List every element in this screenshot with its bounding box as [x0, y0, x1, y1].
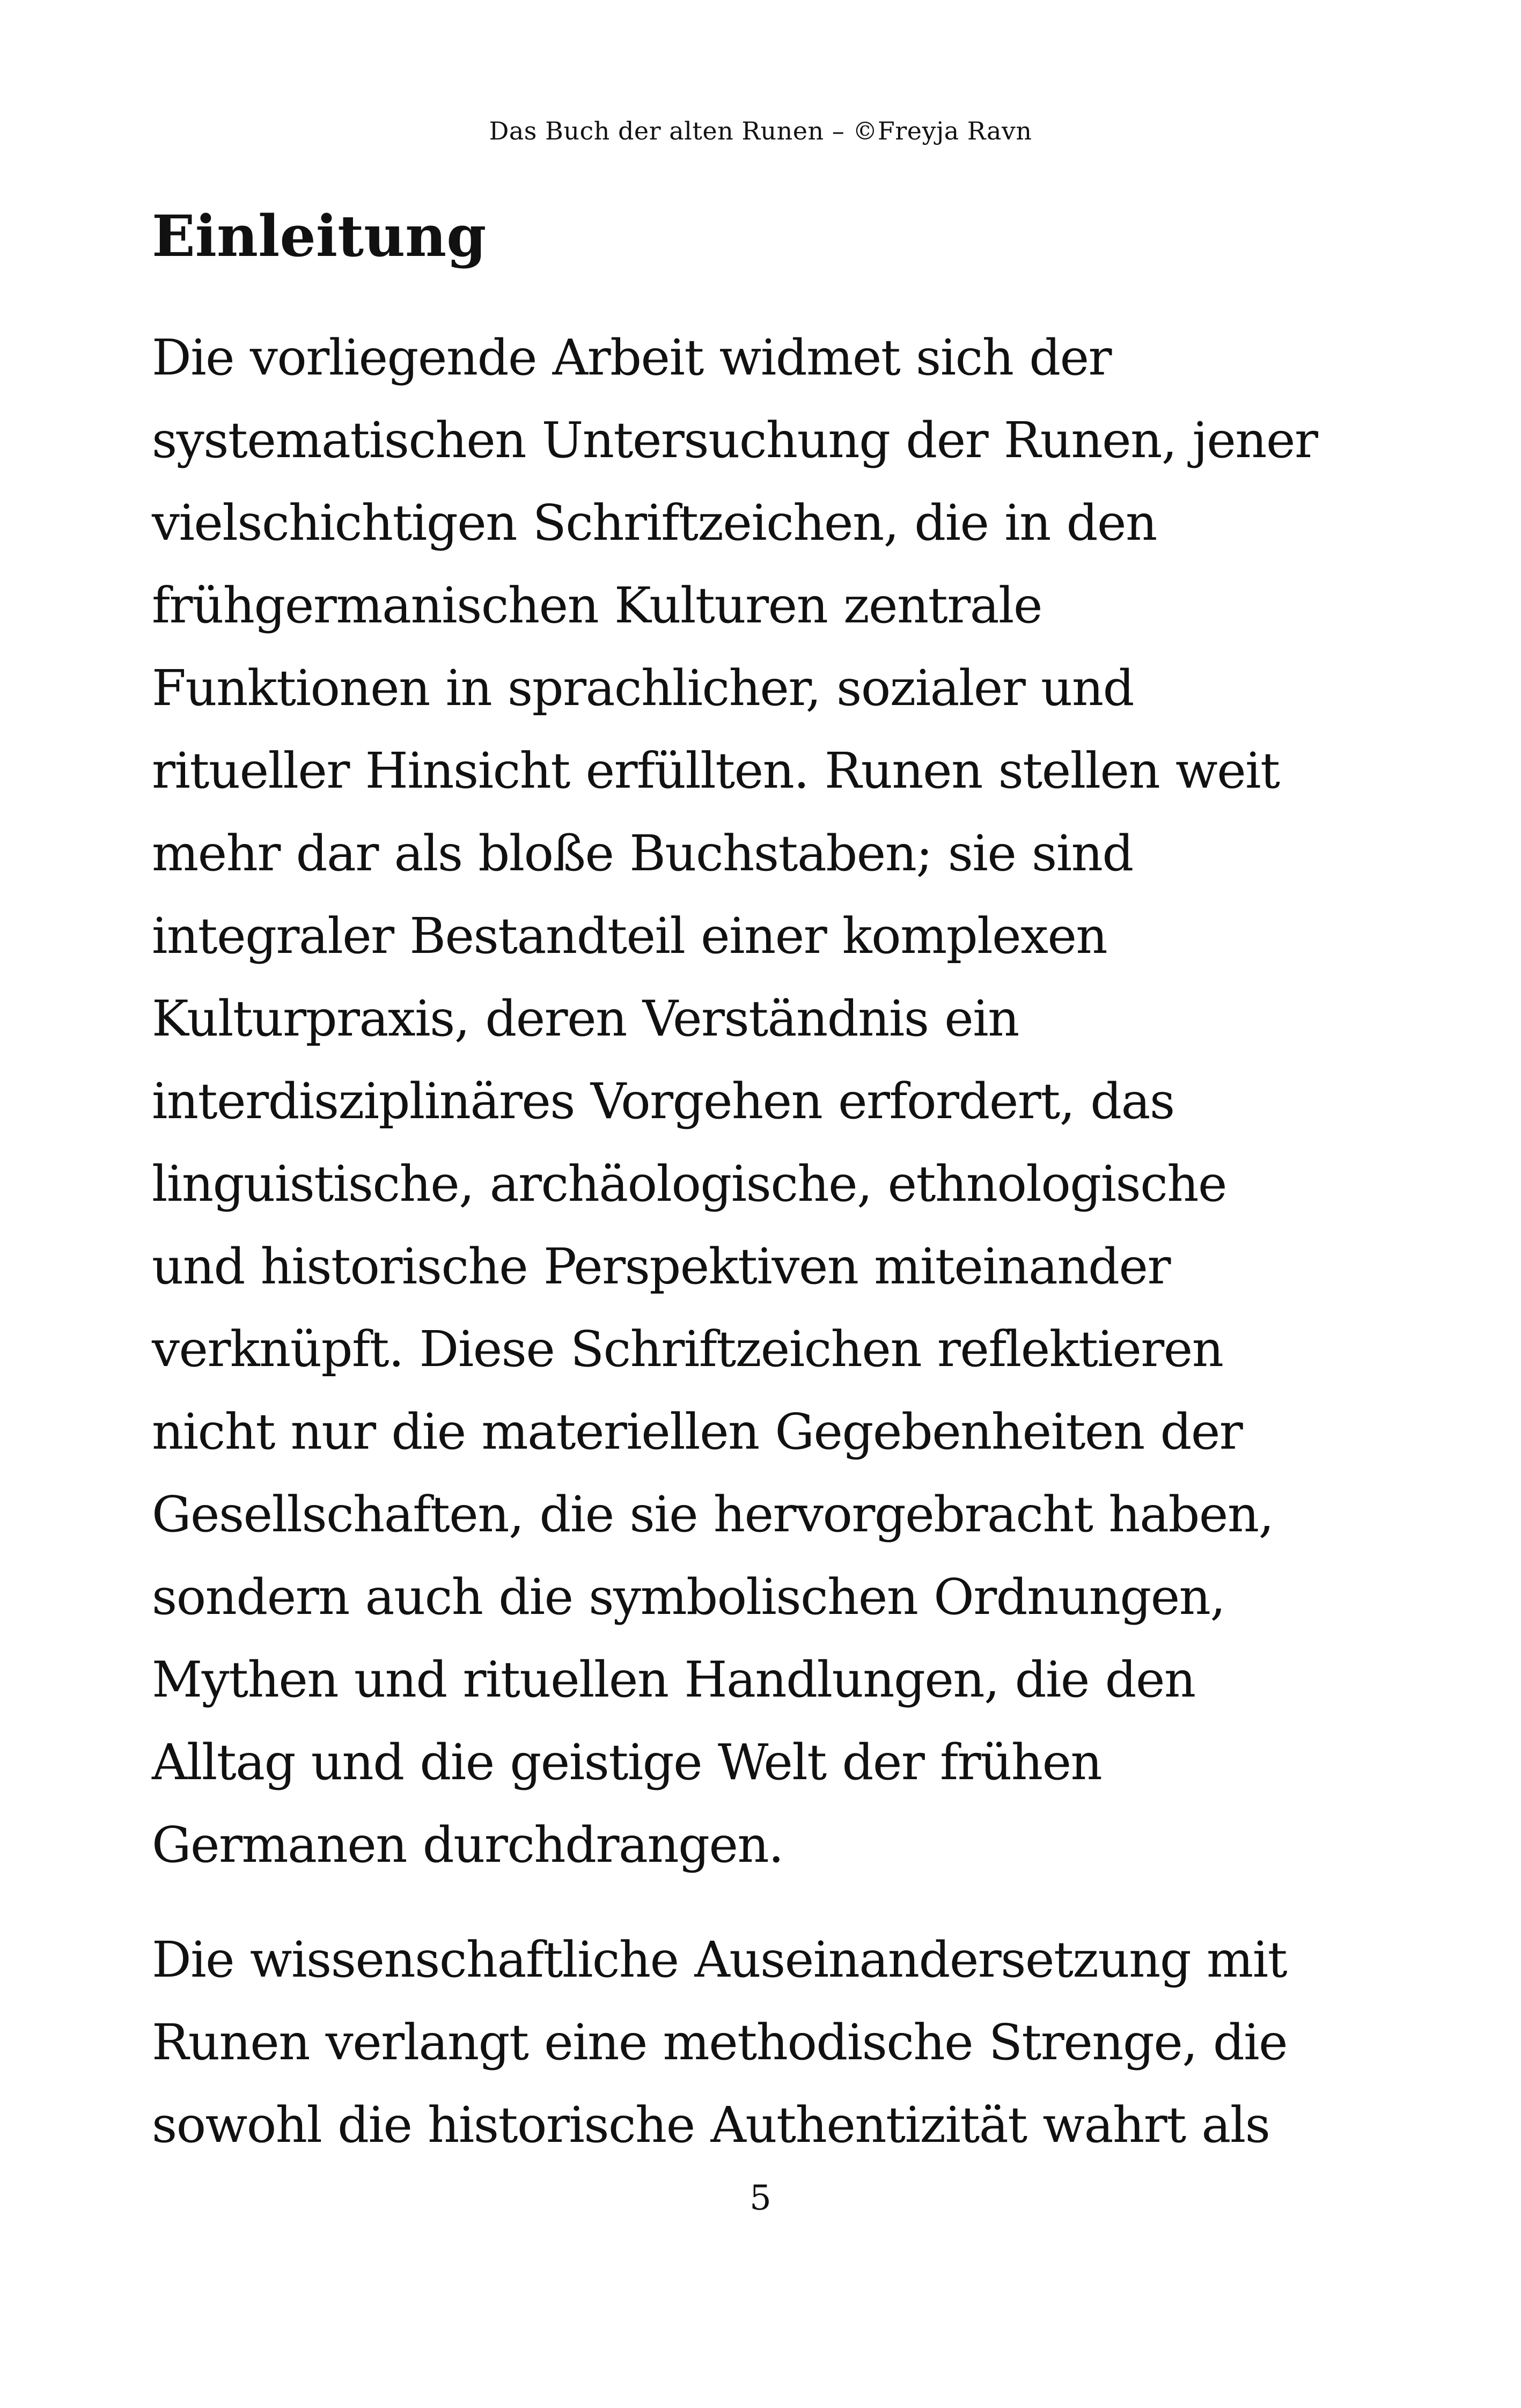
text-line: und historische Perspektiven miteinander [152, 1238, 1170, 1295]
page-number: 5 [750, 2178, 771, 2218]
text-line: sowohl die historische Authentizität wahrt als [152, 2096, 1270, 2154]
paragraph-1 [152, 317, 1375, 1886]
text-line: Kulturpraxis, deren Verständnis ein [152, 990, 1019, 1047]
paragraph-2 [152, 1919, 1375, 2167]
page-content [152, 204, 1375, 2199]
text-line: Die vorliegende Arbeit widmet sich der [152, 329, 1112, 386]
text-line: interdisziplinäres Vorgehen erfordert, das [152, 1073, 1174, 1130]
text-line: systematischen Untersuchung der Runen, jener [152, 412, 1318, 469]
text-line: sondern auch die symbolischen Ordnungen, [152, 1568, 1225, 1626]
text-line: Runen verlangt eine methodische Strenge, die [152, 2014, 1288, 2071]
text-line: Gesellschaften, die sie hervorgebracht haben, [152, 1486, 1274, 1543]
text-line: frühgermanischen Kulturen zentrale [152, 577, 1042, 634]
text-line: Mythen und rituellen Handlungen, die den [152, 1651, 1195, 1708]
chapter-title: Einleitung [152, 202, 487, 269]
text-line: linguistische, archäologische, ethnologische [152, 1155, 1226, 1213]
text-line: Funktionen in sprachlicher, sozialer und [152, 659, 1134, 717]
text-line: Alltag und die geistige Welt der frühen [152, 1734, 1102, 1791]
text-line: ritueller Hinsicht erfüllten. Runen stellen weit [152, 742, 1280, 799]
text-line: verknüpft. Diese Schriftzeichen reflektieren [152, 1320, 1223, 1378]
text-line: integraler Bestandteil einer komplexen [152, 907, 1107, 965]
running-header: Das Buch der alten Runen – ©Freyja Ravn [489, 116, 1032, 145]
text-line: Germanen durchdrangen. [152, 1816, 783, 1874]
text-line: vielschichtigen Schriftzeichen, die in den [152, 494, 1157, 552]
text-line: Die wissenschaftliche Auseinandersetzung mit [152, 1931, 1287, 1988]
text-line: nicht nur die materiellen Gegebenheiten der [152, 1403, 1243, 1460]
text-line: mehr dar als bloße Buchstaben; sie sind [152, 825, 1133, 882]
